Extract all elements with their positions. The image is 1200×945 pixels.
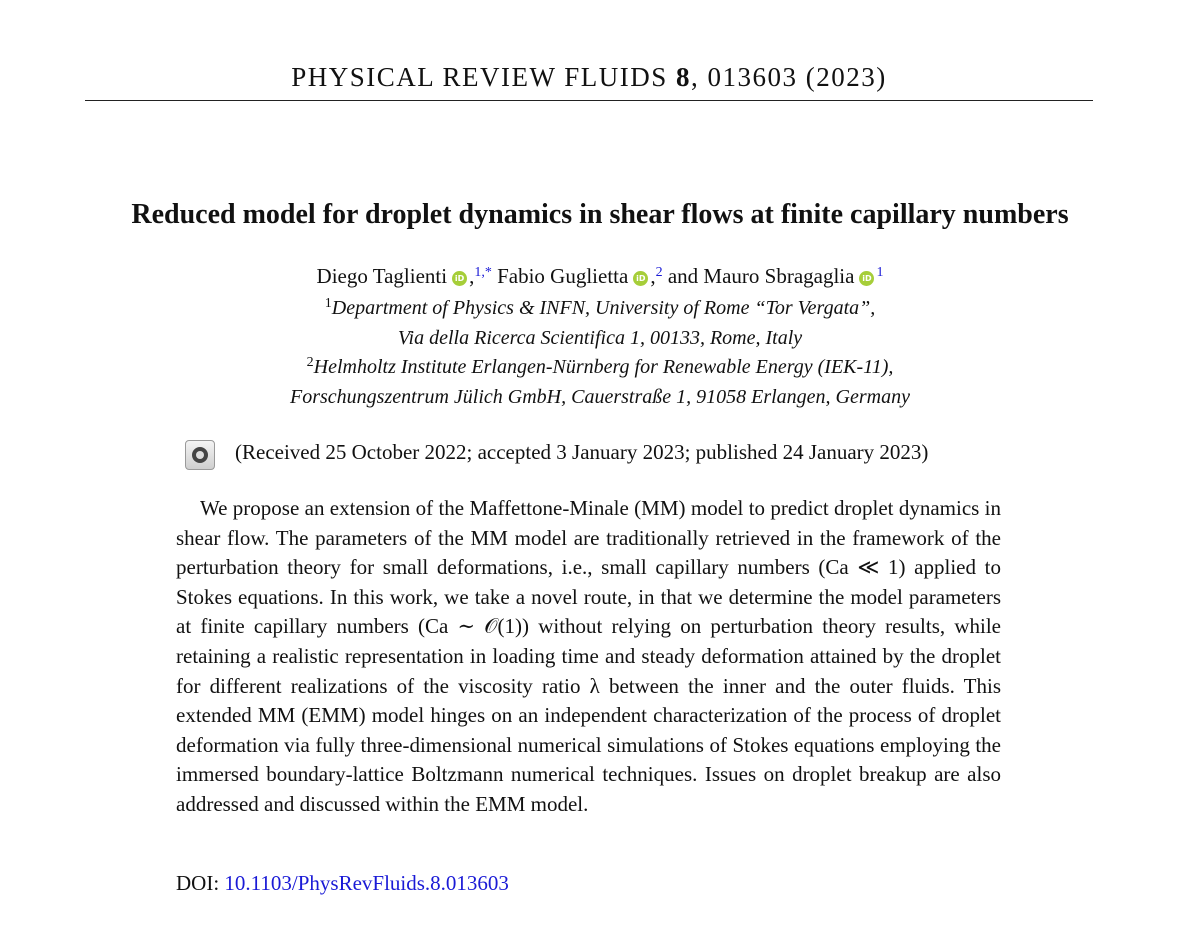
journal-header	[85, 62, 1093, 93]
abstract-text: We propose an extension of the Maffettone-Minale (MM) model to predict droplet dynamics in shear flow. The parameters of the MM model are traditionally retrieved in the framework of the perturbation theory for small deformations, i.e., small capillary numbers (Ca ≪ 1) applied to Stokes equations. In this work, we take a novel route, in that we determine the model parameters at finite capillary numbers (Ca ∼ 𝒪(1)) without relying on perturbation theory results, while retaining a realistic representation in loading time and steady deformation attained by the droplet for different realizations of the viscosity ratio λ between the inner and the outer fluids. This extended MM (EMM) model hinges on an independent characterization of the process of droplet deformation via fully three-dimensional numerical simulations of Stokes equations employing the immersed boundary-lattice Boltzmann numerical techniques. Issues on droplet breakup are also addressed and discussed within the EMM model.	[176, 496, 1001, 816]
orcid-icon[interactable]: iD	[633, 271, 648, 286]
affiliation	[60, 353, 1140, 383]
affiliation-text: Department of Physics & INFN, University of Rome “Tor Vergata”,	[331, 297, 876, 319]
doi-line	[176, 871, 509, 896]
author-separator: and	[667, 264, 699, 288]
author-separator: ,	[650, 264, 656, 288]
affiliation-link[interactable]: 1,*	[474, 265, 492, 280]
journal-volume: 8	[676, 62, 692, 92]
history-text: (Received 25 October 2022; accepted 3 January 2023; published 24 January 2023)	[235, 440, 929, 464]
affiliation-text: Helmholtz Institute Erlangen-Nürnberg for Renewable Energy (IEK-11),	[313, 356, 894, 378]
orcid-icon[interactable]: iD	[859, 271, 874, 286]
journal-name: PHYSICAL REVIEW FLUIDS	[291, 62, 668, 92]
author-list	[60, 264, 1140, 289]
affiliation-address: Forschungszentrum Jülich GmbH, Cauerstraße 1, 91058 Erlangen, Germany	[290, 385, 910, 408]
journal-citation: , 013603 (2023)	[691, 62, 887, 92]
paper-title: Reduced model for droplet dynamics in shear flows at finite capillary numbers	[131, 199, 1069, 230]
doi-link[interactable]: 10.1103/PhysRevFluids.8.013603	[224, 871, 509, 895]
affiliation-link[interactable]: 1	[876, 265, 884, 280]
orcid-icon[interactable]: iD	[452, 271, 467, 286]
doi-label: DOI:	[176, 871, 220, 895]
author-separator: ,	[469, 264, 475, 288]
affiliation-link[interactable]: 2	[655, 265, 663, 280]
crossmark-icon[interactable]	[185, 440, 215, 470]
author-name: Fabio Guglietta	[497, 264, 629, 288]
affiliation-marker: 2	[306, 355, 314, 370]
author-name: Diego Taglienti	[316, 264, 448, 288]
abstract	[176, 494, 1001, 820]
affiliations	[60, 294, 1140, 412]
affiliation	[60, 294, 1140, 324]
header-divider	[85, 100, 1093, 101]
affiliation-address: Via della Ricerca Scientifica 1, 00133, Rome, Italy	[397, 326, 803, 349]
affiliation-marker: 1	[324, 296, 332, 311]
author-name: Mauro Sbragaglia	[703, 264, 855, 288]
